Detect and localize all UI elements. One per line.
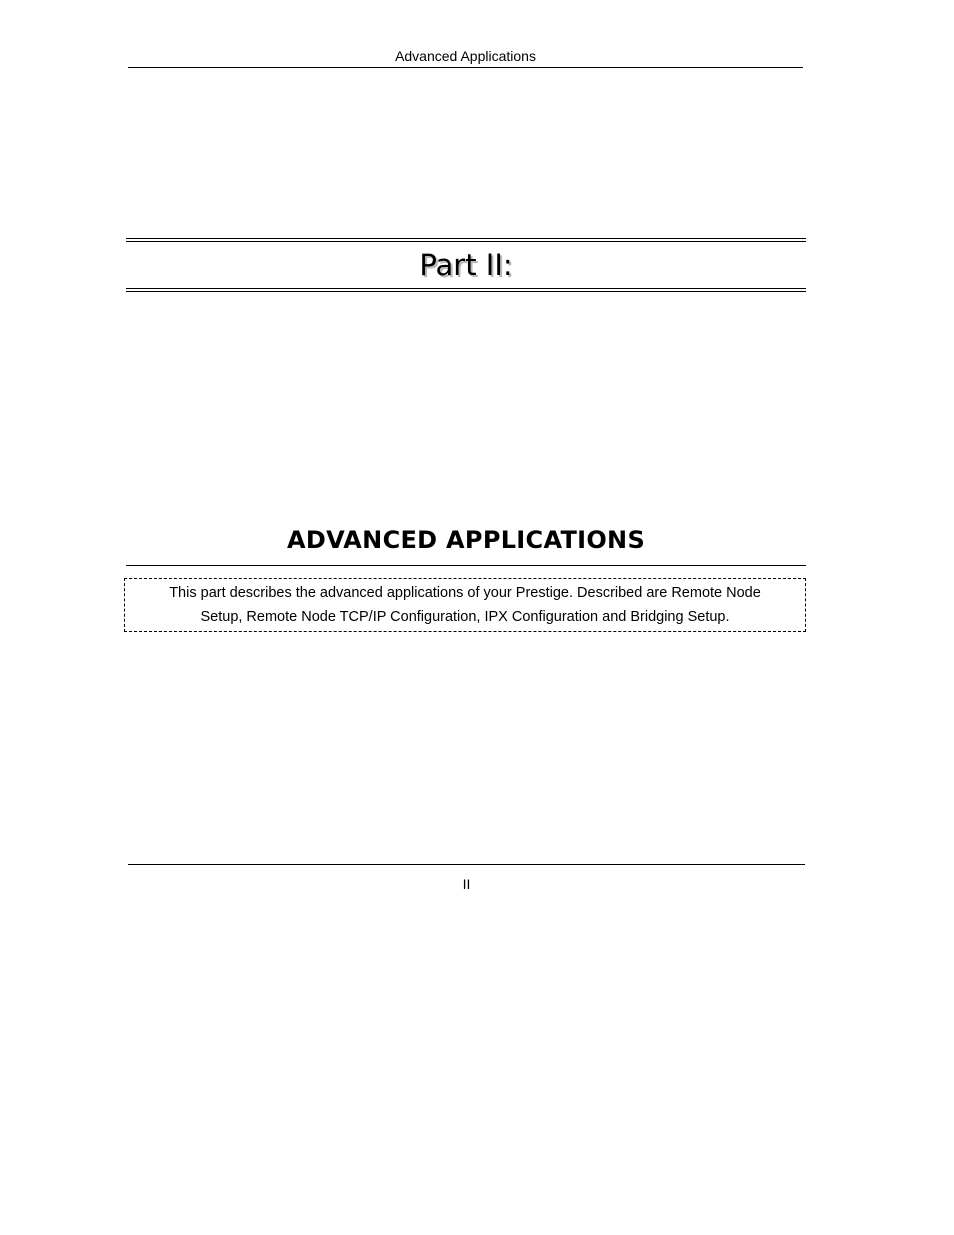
part-title-top-rule xyxy=(126,238,806,242)
part-title-block xyxy=(126,238,806,292)
section-summary-box xyxy=(124,578,806,632)
section-title: ADVANCED APPLICATIONS xyxy=(126,522,806,566)
part-title: Part II: xyxy=(419,248,513,282)
section-summary-line-1: This part describes the advanced applications of your Prestige. Described are Remote Node xyxy=(169,585,761,601)
running-header-title: Advanced Applications xyxy=(395,48,536,64)
running-header xyxy=(128,47,803,68)
part-title-bottom-rule xyxy=(126,288,806,292)
running-footer xyxy=(128,864,805,893)
section-summary-line-2: Setup, Remote Node TCP/IP Configuration, IPX Configuration and Bridging Setup. xyxy=(200,609,730,625)
page-number: II xyxy=(462,876,471,892)
